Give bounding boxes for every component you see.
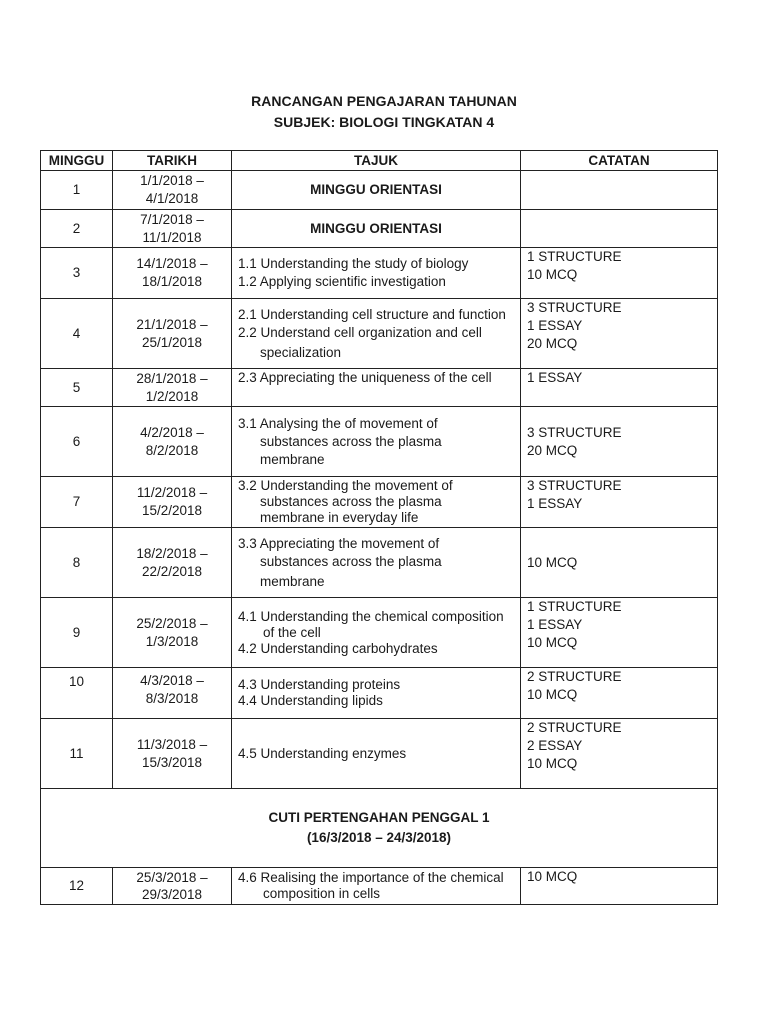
topic-line: 4.5 Understanding enzymes [238, 745, 407, 761]
topic-cell [232, 248, 521, 299]
topic-cell [232, 369, 521, 407]
topic-cell: MINGGU ORIENTASI [232, 171, 521, 210]
week-cell: 7 [41, 477, 113, 528]
topic-line: 3.2 Understanding the movement of [238, 478, 453, 493]
topic-line: membrane in everyday life [260, 510, 419, 525]
week-cell: 5 [41, 369, 113, 407]
week-cell: 1 [41, 171, 113, 210]
date-end: 22/2/2018 [141, 563, 203, 579]
topic-line: substances across the plasma [260, 494, 442, 509]
semester-break-row [41, 789, 718, 868]
note-line: 10 MCQ [527, 687, 578, 702]
week-cell: 4 [41, 299, 113, 369]
note-line: 1 ESSAY [527, 617, 583, 632]
week-cell: 11 [41, 719, 113, 789]
date-end: 4/1/2018 [145, 191, 199, 206]
notes-cell [521, 248, 718, 299]
topic-cell: MINGGU ORIENTASI [232, 210, 521, 248]
table-row [41, 248, 718, 299]
topic-line: 3.1 Analysing the of movement of [238, 415, 438, 431]
date-start: 14/1/2018 – [136, 256, 208, 271]
topic-cell [232, 868, 521, 905]
notes-cell [521, 477, 718, 528]
column-header-catatan: CATATAN [521, 151, 718, 171]
table-row [41, 299, 718, 369]
date-end: 15/3/2018 [141, 754, 203, 770]
topic-line: 1.2 Applying scientific investigation [238, 274, 446, 289]
date-start: 4/2/2018 – [140, 424, 204, 440]
topic-line: 3.3 Appreciating the movement of [238, 535, 440, 551]
topic-line: 4.6 Realising the importance of the chemical [238, 870, 504, 885]
date-cell [113, 210, 232, 248]
date-cell [113, 868, 232, 905]
notes-cell [521, 528, 718, 598]
topic-line: composition in cells [263, 886, 381, 901]
week-cell [41, 668, 113, 719]
table-row [41, 369, 718, 407]
date-start: 11/3/2018 – [136, 736, 208, 752]
note-line: 2 STRUCTURE [527, 669, 622, 684]
date-start: 25/2/2018 – [136, 615, 208, 631]
topic-cell [232, 668, 521, 719]
week-cell: 6 [41, 407, 113, 477]
topic-line: membrane [260, 573, 325, 589]
topic-line: specialization [260, 344, 342, 360]
topic-line: 4.2 Understanding carbohydrates [238, 640, 438, 656]
date-start: 18/2/2018 – [136, 545, 208, 561]
week-cell: 9 [41, 598, 113, 668]
note-line: 10 MCQ [527, 267, 578, 282]
topic-cell [232, 598, 521, 668]
topic-line: 4.4 Understanding lipids [238, 693, 383, 708]
date-start: 25/3/2018 – [136, 870, 208, 885]
note-line: 10 MCQ [527, 756, 578, 771]
note-line: 2 STRUCTURE [527, 720, 622, 735]
note-line: 1 ESSAY [527, 496, 583, 511]
topic-line: 4.1 Understanding the chemical composition [238, 608, 504, 624]
week-cell: 2 [41, 210, 113, 248]
date-start: 4/3/2018 – [140, 673, 204, 688]
table-row [41, 668, 718, 719]
topic-cell [232, 299, 521, 369]
date-end: 1/2/2018 [145, 388, 199, 404]
date-cell [113, 407, 232, 477]
column-header-tajuk: TAJUK [232, 151, 521, 171]
date-end: 8/2/2018 [145, 442, 199, 458]
table-row [41, 868, 718, 905]
notes-cell [521, 668, 718, 719]
table-row [41, 528, 718, 598]
date-start: 28/1/2018 – [136, 370, 208, 386]
topic-line: membrane [260, 451, 325, 467]
note-line: 1 STRUCTURE [527, 249, 622, 264]
notes-cell [521, 719, 718, 789]
table-row [41, 477, 718, 528]
topic-line: 2.2 Understand cell organization and cell [238, 324, 482, 340]
date-cell [113, 171, 232, 210]
note-line: 1 ESSAY [527, 318, 583, 333]
date-cell [113, 528, 232, 598]
notes-cell [521, 598, 718, 668]
page-title: RANCANGAN PENGAJARAN TAHUNAN [251, 93, 517, 109]
week-number: 10 [68, 674, 85, 689]
date-cell [113, 369, 232, 407]
notes-cell [521, 299, 718, 369]
notes-cell [521, 868, 718, 905]
column-header-minggu: MINGGU [41, 151, 113, 171]
break-dates: (16/3/2018 – 24/3/2018) [306, 830, 452, 845]
note-line: 3 STRUCTURE [527, 478, 622, 493]
date-cell [113, 248, 232, 299]
note-line: 10 MCQ [527, 869, 578, 884]
date-end: 11/1/2018 [142, 229, 202, 245]
table-row [41, 210, 718, 248]
topic-line: substances across the plasma [260, 553, 442, 569]
note-line: 1 ESSAY [527, 370, 583, 385]
table-header-row [41, 151, 718, 171]
notes-cell [521, 407, 718, 477]
week-cell: 8 [41, 528, 113, 598]
week-cell: 12 [41, 868, 113, 905]
date-cell [113, 719, 232, 789]
note-line: 10 MCQ [527, 635, 578, 650]
note-line: 20 MCQ [527, 336, 578, 351]
date-end: 15/2/2018 [141, 503, 203, 518]
break-title: CUTI PERTENGAHAN PENGGAL 1 [268, 810, 490, 825]
table-row [41, 407, 718, 477]
date-start: 7/1/2018 – [140, 211, 204, 227]
date-cell [113, 299, 232, 369]
date-end: 25/1/2018 [141, 334, 203, 350]
page-subtitle: SUBJEK: BIOLOGI TINGKATAN 4 [273, 114, 495, 130]
topic-cell [232, 477, 521, 528]
lesson-plan-table [40, 150, 718, 905]
note-line: 1 STRUCTURE [527, 599, 622, 614]
semester-break-cell [41, 789, 718, 868]
date-start: 1/1/2018 – [140, 173, 204, 188]
week-cell: 3 [41, 248, 113, 299]
date-end: 18/1/2018 [141, 274, 203, 289]
topic-cell [232, 528, 521, 598]
table-row [41, 171, 718, 210]
note-line: 20 MCQ [527, 442, 578, 458]
note-line: 10 MCQ [527, 554, 578, 570]
note-line: 3 STRUCTURE [527, 300, 622, 315]
notes-cell [521, 210, 718, 248]
topic-line: 4.3 Understanding proteins [238, 677, 401, 692]
topic-line: of the cell [263, 624, 321, 640]
date-cell [113, 668, 232, 719]
notes-cell [521, 171, 718, 210]
topic-line: 2.1 Understanding cell structure and function [238, 306, 506, 322]
topic-line: substances across the plasma [260, 433, 442, 449]
date-start: 21/1/2018 – [136, 316, 208, 332]
topic-line: 2.3 Appreciating the uniqueness of the cell [238, 370, 492, 385]
topic-cell [232, 407, 521, 477]
table-row [41, 719, 718, 789]
date-start: 11/2/2018 – [136, 485, 208, 500]
date-cell [113, 477, 232, 528]
topic-line: 1.1 Understanding the study of biology [238, 256, 469, 271]
column-header-tarikh: TARIKH [113, 151, 232, 171]
date-end: 8/3/2018 [145, 691, 199, 706]
table-row [41, 598, 718, 668]
date-end: 29/3/2018 [141, 887, 203, 902]
date-end: 1/3/2018 [145, 633, 199, 649]
note-line: 2 ESSAY [527, 738, 583, 753]
note-line: 3 STRUCTURE [527, 424, 622, 440]
date-cell [113, 598, 232, 668]
notes-cell [521, 369, 718, 407]
topic-cell [232, 719, 521, 789]
